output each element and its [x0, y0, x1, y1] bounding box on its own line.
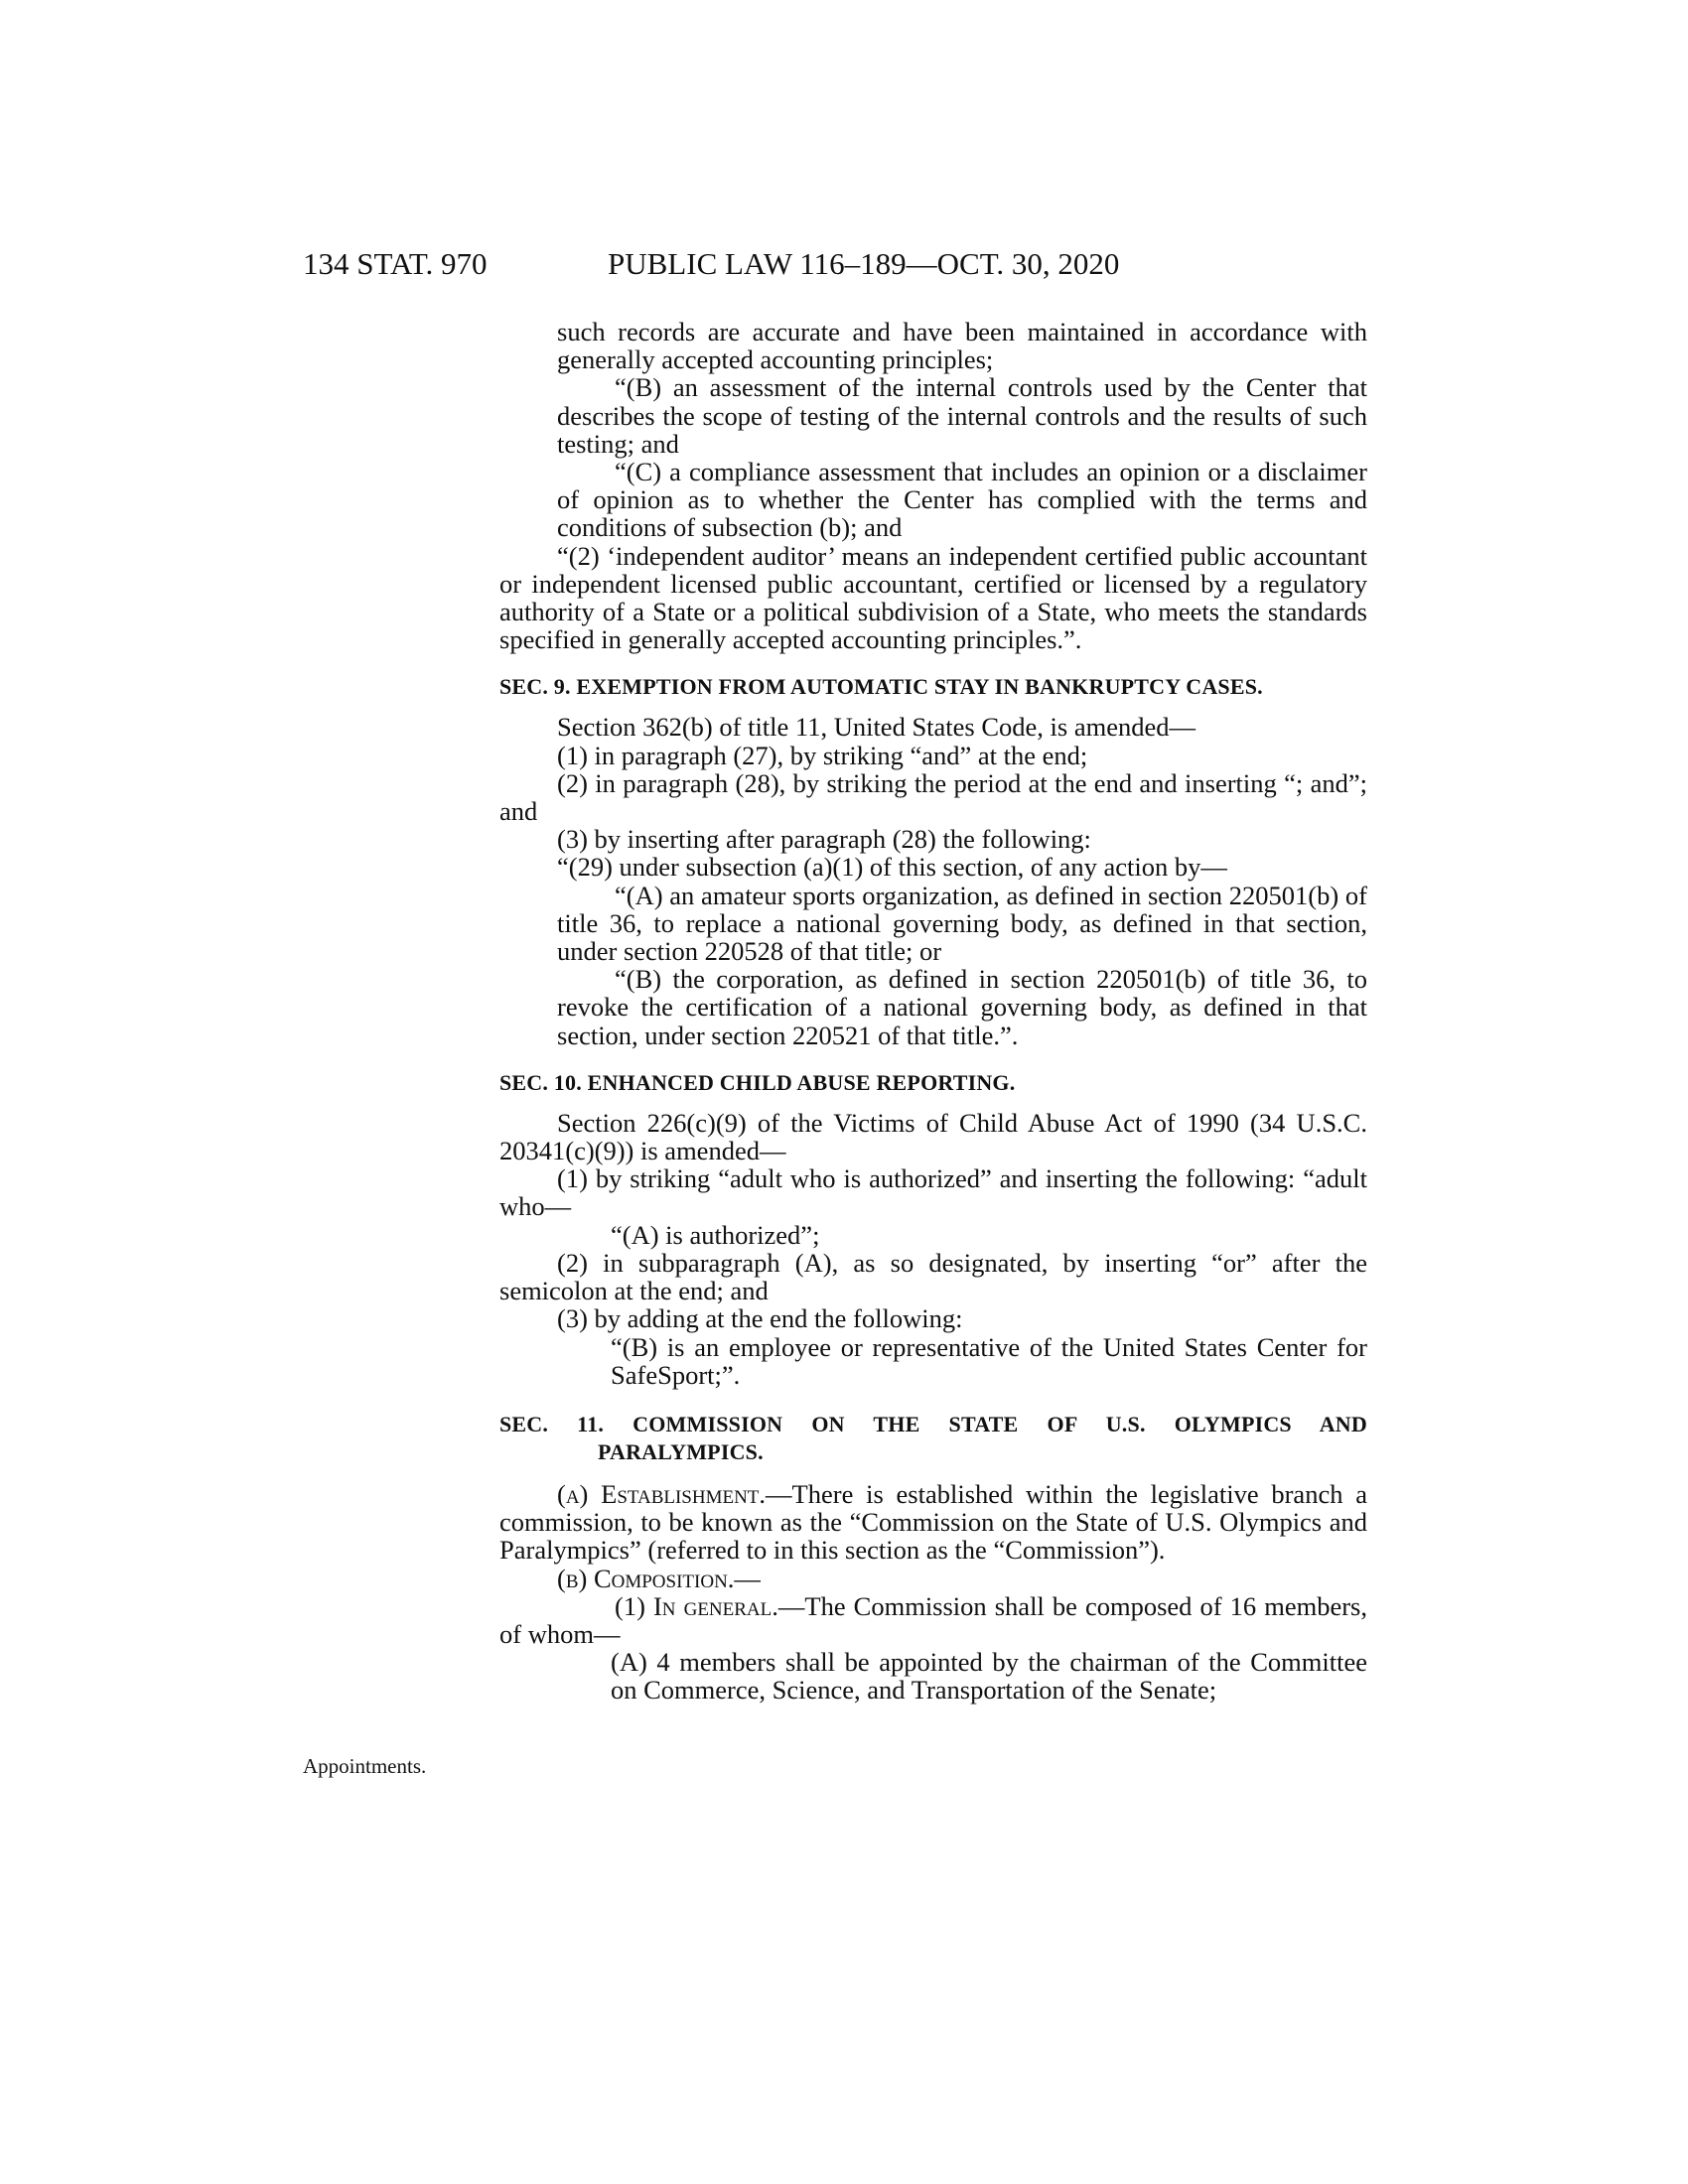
- paragraph: “(A) an amateur sports organization, as defined in section 220501(b) of title 36, to replace a national governing body, as defined in that section, under section 220528 of that title; or: [557, 880, 1367, 967]
- paragraph: (1) in paragraph (27), by striking “and” at the end;: [557, 740, 1088, 770]
- paragraph: (3) by inserting after paragraph (28) the following:: [557, 824, 1091, 855]
- paragraph: (3) by adding at the end the following:: [557, 1303, 963, 1334]
- stat-page-number: 134 STAT. 970: [303, 246, 488, 281]
- paragraph: “(2) ‘independent auditor’ means an independent certified public accountant or independent licensed public accountant, certified or licensed by a regulatory authority of a State or a political subdivision of a State, who meets the standards specified in generally accepted accounting principles.”.: [499, 540, 1367, 655]
- paragraph: (2) in paragraph (28), by striking the period at the end and inserting “; and”; and: [499, 767, 1367, 827]
- paragraph: such records are accurate and have been maintained in accordance with generally accepted accounting principles;: [557, 317, 1367, 375]
- paragraph: “(C) a compliance assessment that includes an opinion or a disclaimer of opinion as to whether the Center has complied with the terms and conditions of subsection (b); and: [557, 457, 1367, 543]
- section-heading-11-line2: PARALYMPICS.: [598, 1438, 764, 1464]
- paragraph: “(B) the corporation, as defined in section 220501(b) of title 36, to revoke the certification of a national governing body, as defined in that section, under section 220521 of that title.”.: [557, 964, 1367, 1050]
- paragraph: (2) in subparagraph (A), as so designated, by inserting “or” after the semicolon at the end; and: [499, 1247, 1367, 1306]
- subsection-text: —: [734, 1563, 761, 1593]
- subsection-label: (1) In general.: [615, 1590, 778, 1621]
- paragraph: (1) by striking “adult who is authorized” and inserting the following: “adult who—: [499, 1163, 1367, 1222]
- law-citation-header: PUBLIC LAW 116–189—OCT. 30, 2020: [608, 246, 1120, 281]
- section-heading-9: SEC. 9. EXEMPTION FROM AUTOMATIC STAY IN BANKRUPTCY CASES.: [499, 674, 1263, 700]
- text-column: [499, 318, 1367, 1705]
- subsection-text: —The Commission shall be composed of 16 members, of whom—: [499, 1590, 1367, 1649]
- paragraph-establishment: [499, 1480, 1367, 1565]
- subsection-label: (b) Composition.: [557, 1563, 735, 1593]
- margin-note-appointments: Appointments.: [303, 1754, 427, 1778]
- section-heading-11: [499, 1411, 1367, 1438]
- subsection-label: (a) Establishment.: [557, 1478, 767, 1509]
- section-heading-11-line1: SEC. 11. COMMISSION ON THE STATE OF U.S. OLYMPICS AND: [499, 1411, 1367, 1436]
- paragraph: “(29) under subsection (a)(1) of this section, of any action by—: [557, 852, 1227, 883]
- paragraph: “(A) is authorized”;: [611, 1219, 820, 1250]
- paragraph: Section 362(b) of title 11, United States Code, is amended—: [557, 712, 1196, 743]
- paragraph: “(B) an assessment of the internal controls used by the Center that describes the scope of testing of the internal controls and the results of such testing; and: [557, 372, 1367, 459]
- paragraph-composition: [499, 1565, 1367, 1592]
- paragraph: (A) 4 members shall be appointed by the chairman of the Committee on Commerce, Science, and Transportation of the Senate;: [611, 1647, 1367, 1706]
- paragraph: Section 226(c)(9) of the Victims of Child Abuse Act of 1990 (34 U.S.C. 20341(c)(9)) is amended—: [499, 1107, 1367, 1166]
- section-heading-10: SEC. 10. ENHANCED CHILD ABUSE REPORTING.: [499, 1069, 1016, 1095]
- paragraph: “(B) is an employee or representative of the United States Center for SafeSport;”.: [611, 1331, 1367, 1390]
- paragraph-in-general: [442, 1592, 1367, 1648]
- subsection-text: —There is established within the legislative branch a commission, to be known as the “Commission on the State of U.S. Olympics and Paralympics” (referred to in this section as the “Commission”).: [499, 1478, 1367, 1566]
